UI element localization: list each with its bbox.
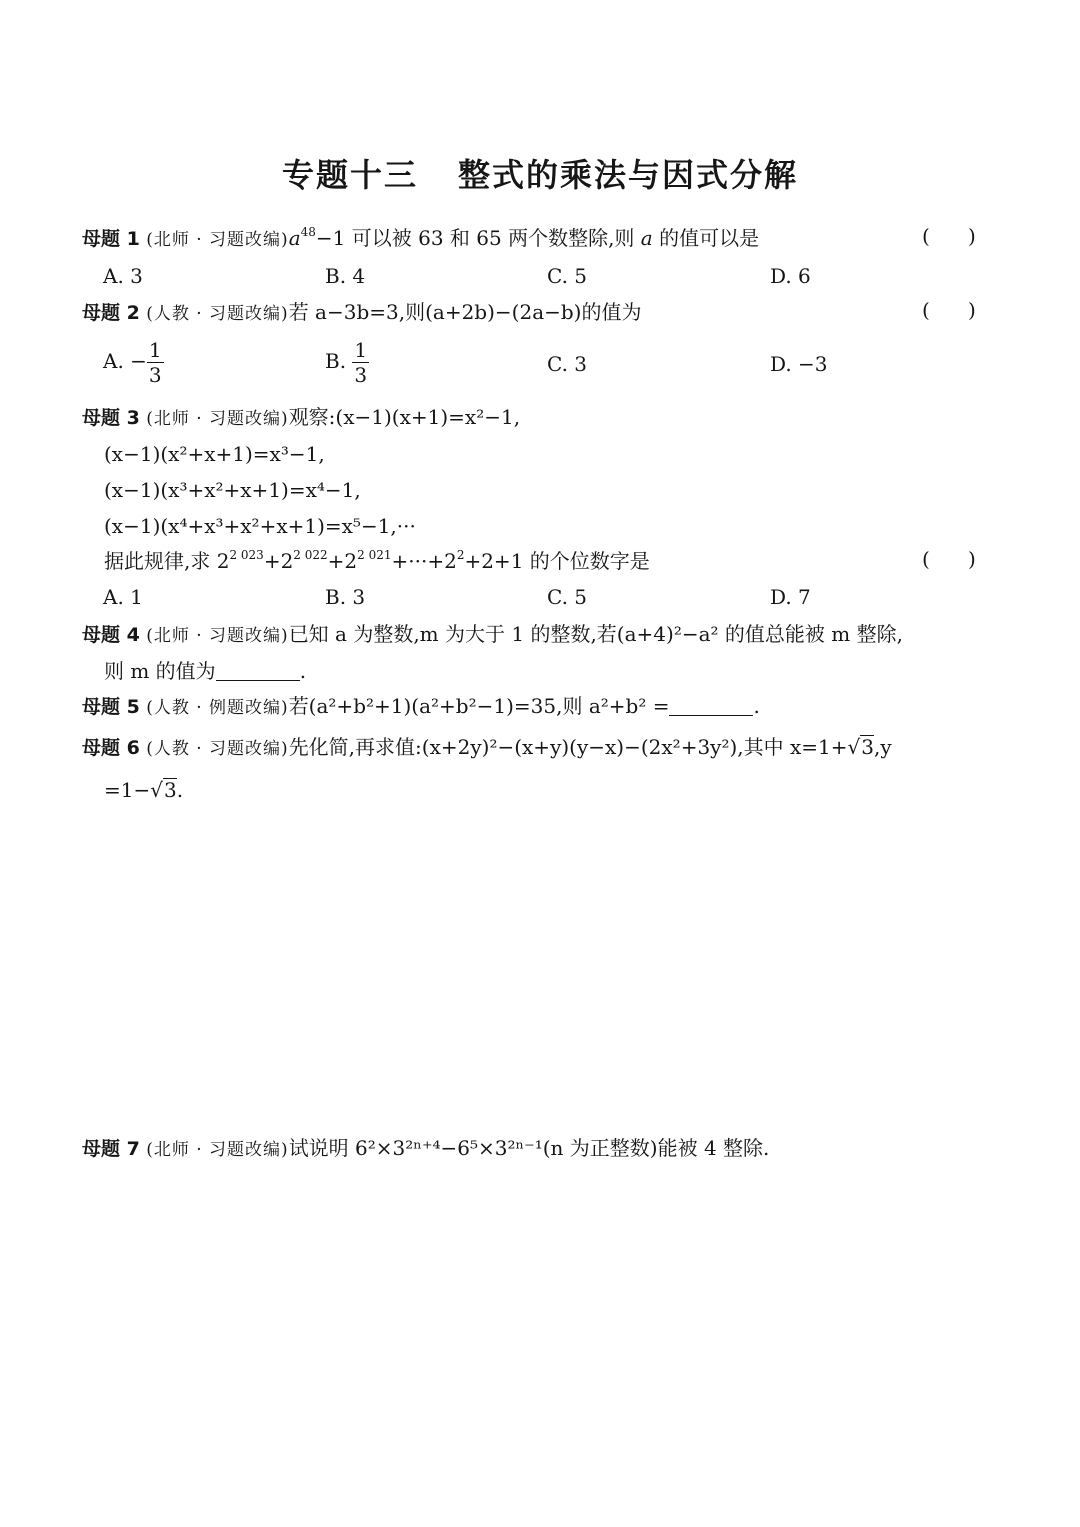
question-7-source: (北师 · 习题改编) (146, 1140, 289, 1160)
question-3-source: (北师 · 习题改编) (146, 409, 289, 429)
question-1-source: (北师 · 习题改编) (146, 230, 289, 250)
question-7-stem (82, 1134, 769, 1164)
q1-option-d: D. 6 (770, 264, 811, 288)
question-5-source: (人教 · 例题改编) (146, 698, 289, 718)
q3-exp-3: 2 021 (357, 548, 392, 562)
fraction-denominator: 3 (148, 363, 162, 387)
question-3-stem (82, 403, 520, 433)
q2-stem: 若 a−3b=3,则(a+2b)−(2a−b)的值为 (288, 300, 642, 324)
q4-stem-line-2 (104, 657, 306, 685)
question-1-stem (82, 224, 759, 254)
q3-ask-b: +2 (263, 549, 294, 573)
question-4-stem (82, 620, 903, 650)
q2-option-d: D. −3 (770, 352, 828, 376)
question-2-stem (82, 298, 641, 328)
question-3-answer-bracket: ( ) (922, 547, 976, 571)
q3-ask-d: +···+2 (391, 549, 457, 573)
question-5-label: 母题 5 (82, 696, 140, 718)
question-5-stem (82, 692, 760, 722)
q2-option-a-fraction (147, 338, 164, 387)
q6-line-2-prefix: =1− (104, 778, 151, 802)
q1-stem-a: −1 可以被 63 和 65 两个数整除,则 (315, 226, 641, 250)
q3-exp-4: 2 (456, 548, 465, 562)
q5-stem: 若(a²+b²+1)(a²+b²−1)=35,则 a²+b² = (288, 694, 670, 718)
question-6-source: (人教 · 习题改编) (146, 739, 289, 759)
q5-end: . (753, 694, 760, 718)
page-title (0, 150, 1080, 196)
q3-ask-e: +2+1 的个位数字是 (464, 549, 650, 573)
q4-end: . (299, 659, 307, 683)
q3-question (104, 547, 650, 575)
q5-answer-blank[interactable] (669, 695, 753, 716)
q3-option-c: C. 5 (547, 585, 588, 609)
question-1-label: 母题 1 (82, 228, 140, 250)
q6-line-2-end: . (176, 778, 184, 802)
q7-stem: 试说明 6²×3²ⁿ⁺⁴−6⁵×3²ⁿ⁻¹(n 为正整数)能被 4 整除. (288, 1136, 770, 1160)
q3-pattern-line-3: (x−1)(x³+x²+x+1)=x⁴−1, (104, 478, 361, 502)
q3-option-b: B. 3 (325, 585, 366, 609)
question-7-label: 母题 7 (82, 1138, 140, 1160)
q1-base: a (288, 226, 301, 250)
q2-option-b-fraction (352, 338, 369, 387)
q3-ask-a: 据此规律,求 2 (104, 549, 230, 573)
q1-option-a: A. 3 (103, 264, 143, 288)
q2-option-c: C. 3 (547, 352, 588, 376)
question-6-stem: 母题 6 (人教 · 习题改编)先化简,再求值:(x+2y)²−(x+y)(y−x)−(2x²+3y²),其中 x=1+√3,y (82, 735, 892, 759)
fraction-denominator: 3 (354, 363, 368, 387)
q6-root-2: 3 (164, 778, 177, 802)
q1-exponent: 48 (300, 225, 316, 239)
q2-option-b (325, 338, 369, 387)
title-subject: 整式的乘法与因式分解 (458, 156, 799, 194)
fraction-numerator: 1 (354, 338, 368, 362)
q6-stem: 先化简,再求值:(x+2y)²−(x+y)(y−x)−(2x²+3y²),其中 x=1+ (288, 735, 848, 759)
q6-tail: ,y (874, 735, 892, 759)
question-2-answer-bracket: ( ) (922, 298, 976, 322)
question-1-answer-bracket: ( ) (922, 224, 976, 248)
q3-option-d: D. 7 (770, 585, 811, 609)
q6-root-1: 3 (861, 735, 875, 759)
fraction-numerator: 1 (148, 338, 162, 362)
question-2-source: (人教 · 习题改编) (146, 304, 289, 324)
q6-line-2: =1−√3. (104, 778, 184, 802)
q3-option-a: A. 1 (103, 585, 143, 609)
title-topic: 专题十三 (281, 156, 418, 194)
q1-var: a (640, 226, 653, 250)
q4-stem-2: 则 m 的值为 (104, 659, 216, 683)
q4-stem: 已知 a 为整数,m 为大于 1 的整数,若(a+4)²−a² 的值总能被 m 整除, (288, 622, 903, 646)
question-2-label: 母题 2 (82, 302, 140, 324)
q2-option-a-prefix: A. − (103, 349, 147, 373)
q3-pattern-line-4: (x−1)(x⁴+x³+x²+x+1)=x⁵−1,··· (104, 514, 416, 538)
q3-exp-2: 2 022 (293, 548, 328, 562)
question-6-label: 母题 6 (82, 737, 140, 759)
q3-pattern-line-2: (x−1)(x²+x+1)=x³−1, (104, 442, 325, 466)
q2-option-b-prefix: B. (325, 349, 353, 373)
q3-ask-c: +2 (327, 549, 358, 573)
q2-option-a (103, 338, 164, 387)
q4-answer-blank[interactable] (216, 660, 300, 681)
question-3-label: 母题 3 (82, 407, 140, 429)
q3-observe: 观察:(x−1)(x+1)=x²−1, (288, 405, 521, 429)
q3-exp-1: 2 023 (229, 548, 264, 562)
question-4-label: 母题 4 (82, 624, 140, 646)
q1-stem-b: 的值可以是 (652, 226, 760, 250)
q1-option-b: B. 4 (325, 264, 366, 288)
q1-option-c: C. 5 (547, 264, 588, 288)
question-4-source: (北师 · 习题改编) (146, 626, 289, 646)
